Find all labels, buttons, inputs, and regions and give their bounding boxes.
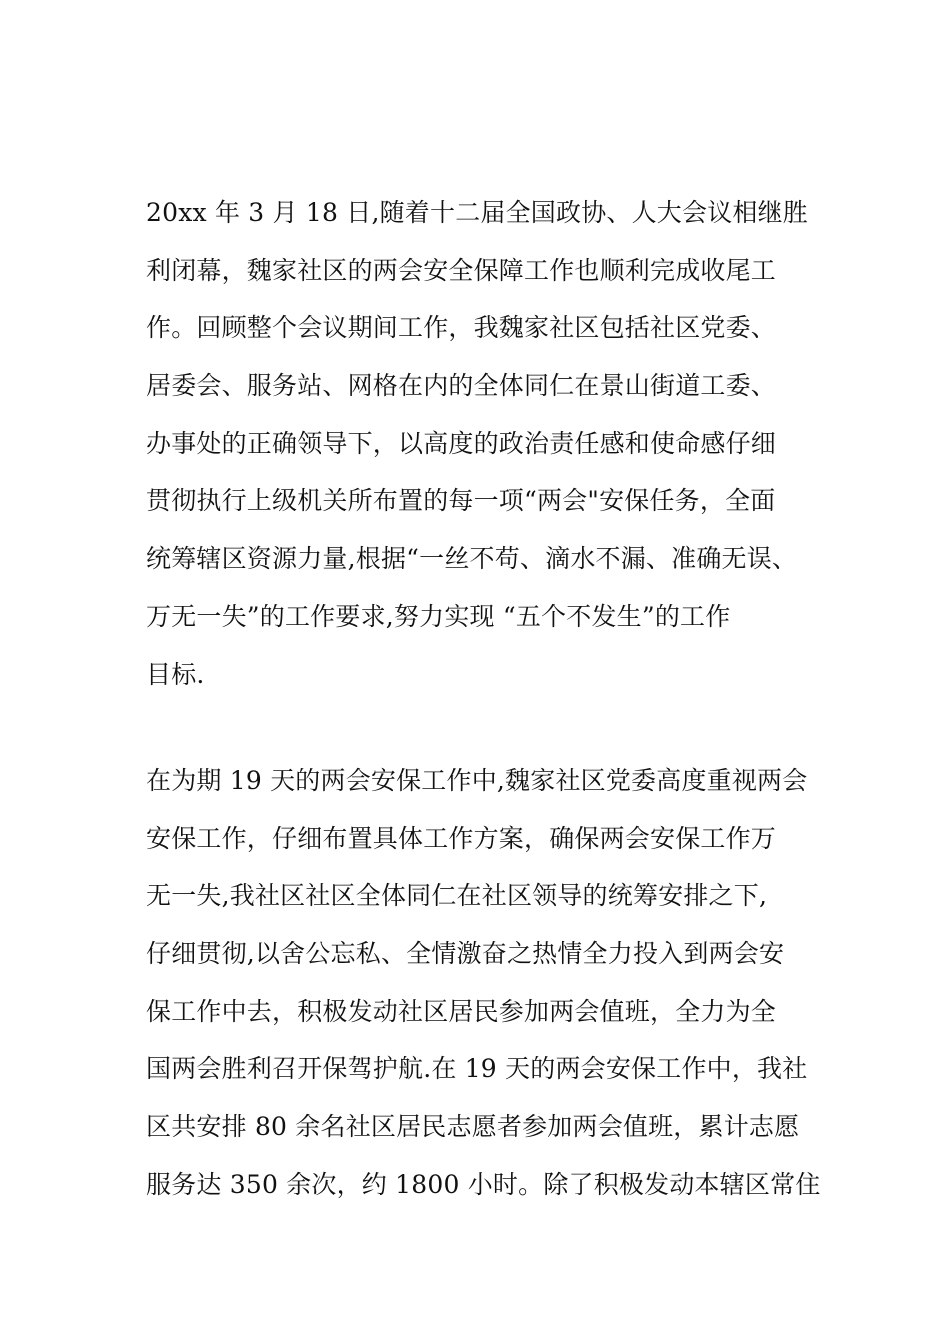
text-line: 万无一失”的工作要求,努力实现 “五个不发生”的工作 [146,601,731,631]
text-line: 安保工作，仔细布置具体工作方案，确保两会安保工作万 [146,823,777,853]
text-line: 20xx 年 3 月 18 日,随着十二届全国政协、人大会议相继胜 [146,198,809,227]
text-line: 作。回顾整个会议期间工作，我魏家社区包括社区党委、 [146,313,777,343]
text-line: 在为期 19 天的两会安保工作中,魏家社区党委高度重视两会 [146,766,808,795]
text-line: 贯彻执行上级机关所布置的每一项“两会"安保任务，全面 [146,486,776,516]
text-line: 办事处的正确领导下，以高度的政治责任感和使命感仔细 [146,428,777,458]
text-line: 区共安排 80 余名社区居民志愿者参加两会值班，累计志愿 [146,1112,800,1142]
text-line: 国两会胜利召开保驾护航.在 19 天的两会安保工作中，我社 [146,1054,808,1084]
text-line: 无一失,我社区社区全体同仁在社区领导的统筹安排之下, [146,881,768,911]
text-line: 仔细贯彻,以舍公忘私、全情激奋之热情全力投入到两会安 [146,939,785,969]
text-line: 居委会、服务站、网格在内的全体同仁在景山街道工委、 [146,371,777,401]
text-line: 目标. [146,659,205,689]
paragraph-1 [146,184,808,703]
text-line: 保工作中去，积极发动社区居民参加两会值班，全力为全 [146,996,777,1026]
paragraph-2 [146,752,821,1214]
text-line: 统筹辖区资源力量,根据“一丝不苟、滴水不漏、准确无误、 [146,544,798,574]
text-line: 服务达 350 余次，约 1800 小时。除了积极发动本辖区常住 [146,1169,821,1199]
text-line: 利闭幕，魏家社区的两会安全保障工作也顺利完成收尾工 [146,255,777,285]
